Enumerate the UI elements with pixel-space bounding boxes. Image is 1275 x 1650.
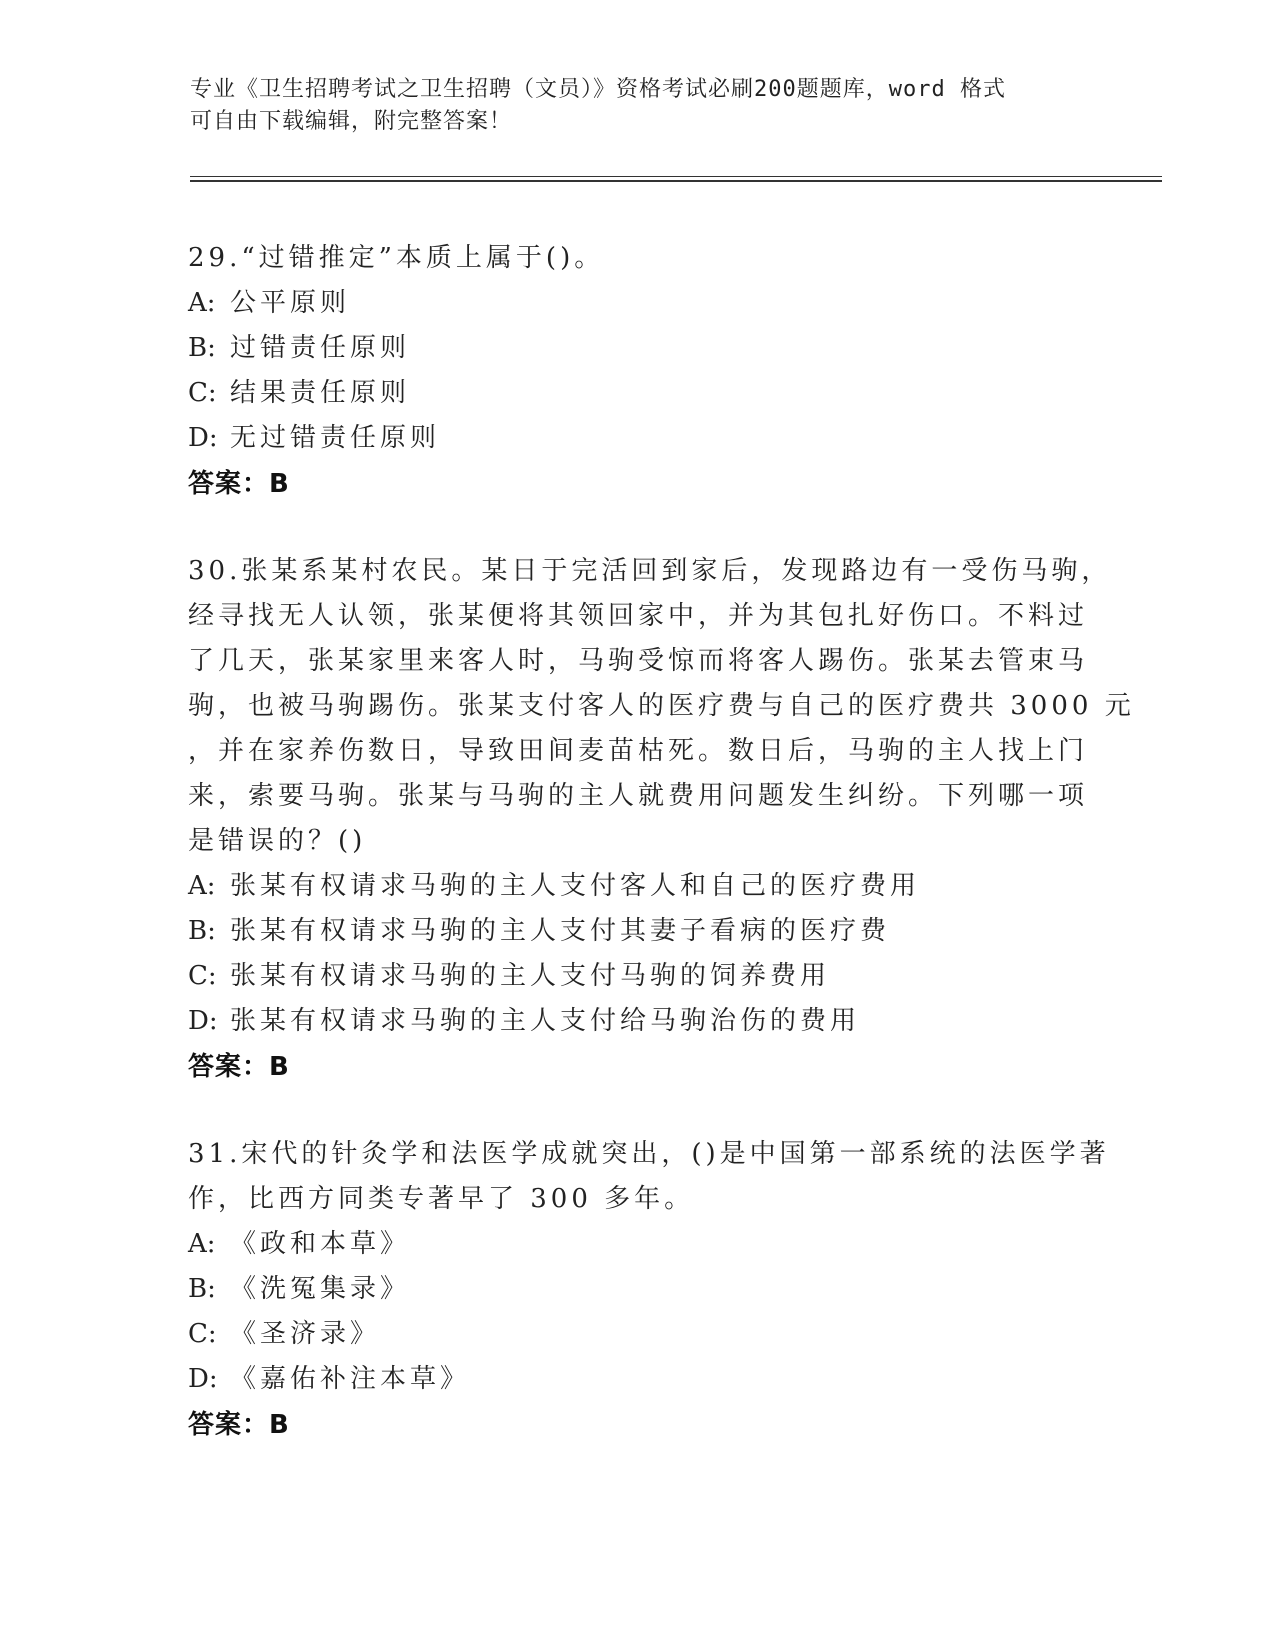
option-d: [188, 1357, 1088, 1402]
header-line-1: 专业《卫生招聘考试之卫生招聘（文员）》资格考试必刷200题题库，word 格式: [190, 77, 1006, 102]
option-b: [188, 326, 1088, 371]
question-stem: 29.“过错推定”本质上属于()。: [188, 243, 605, 273]
option-letter: D:: [188, 1364, 218, 1394]
option-a: [188, 864, 1088, 909]
header-divider-thick: [190, 180, 1162, 182]
question-stem: 驹，也被马驹踢伤。张某支付客人的医疗费与自己的医疗费共 3000 元: [188, 691, 1135, 721]
question-29: [188, 236, 1088, 507]
option-text: 《嘉佑补注本草》: [230, 1364, 471, 1394]
option-text: 《圣济录》: [230, 1319, 381, 1349]
option-text: 《洗冤集录》: [230, 1274, 411, 1304]
question-stem: ，并在家养伤数日，导致田间麦苗枯死。数日后，马驹的主人找上门: [188, 736, 1089, 766]
option-letter: B:: [188, 1274, 216, 1304]
question-stem: 31.宋代的针灸学和法医学成就突出，()是中国第一部系统的法医学著: [188, 1139, 1110, 1169]
question-stem: 是错误的？(): [188, 826, 367, 856]
option-letter: C:: [188, 378, 217, 408]
option-text: 结果责任原则: [230, 378, 411, 408]
option-letter: D:: [188, 1006, 218, 1036]
option-text: 无过错责任原则: [230, 423, 441, 453]
question-stem: 来，索要马驹。张某与马驹的主人就费用问题发生纠纷。下列哪一项: [188, 781, 1089, 811]
option-text: 过错责任原则: [230, 333, 411, 363]
header-divider-thin: [190, 176, 1162, 177]
answer-label: 答案：B: [188, 1052, 290, 1082]
option-text: 张某有权请求马驹的主人支付其妻子看病的医疗费: [230, 916, 891, 946]
option-d: [188, 999, 1088, 1044]
question-stem: 了几天，张某家里来客人时，马驹受惊而将客人踢伤。张某去管束马: [188, 646, 1089, 676]
option-c: [188, 954, 1088, 999]
option-letter: A:: [188, 1229, 216, 1259]
option-letter: A:: [188, 871, 216, 901]
answer-label: 答案：B: [188, 1410, 290, 1440]
option-b: [188, 909, 1088, 954]
question-stem: 经寻找无人认领，张某便将其领回家中，并为其包扎好伤口。不料过: [188, 601, 1089, 631]
option-letter: A:: [188, 288, 216, 318]
option-a: [188, 1222, 1088, 1267]
question-stem: 作，比西方同类专著早了 300 多年。: [188, 1184, 695, 1214]
option-letter: B:: [188, 916, 216, 946]
option-c: [188, 371, 1088, 416]
option-text: 张某有权请求马驹的主人支付客人和自己的医疗费用: [230, 871, 921, 901]
option-a: [188, 281, 1088, 326]
option-b: [188, 1267, 1088, 1312]
option-text: 张某有权请求马驹的主人支付给马驹治伤的费用: [230, 1006, 861, 1036]
option-letter: C:: [188, 961, 217, 991]
option-text: 张某有权请求马驹的主人支付马驹的饲养费用: [230, 961, 831, 991]
question-stem: 30.张某系某村农民。某日于完活回到家后，发现路边有一受伤马驹，: [188, 556, 1112, 586]
option-letter: D:: [188, 423, 218, 453]
document-header: [190, 74, 1090, 138]
option-letter: B:: [188, 333, 216, 363]
option-text: 公平原则: [230, 288, 351, 318]
header-line-2: 可自由下载编辑，附完整答案！: [190, 109, 513, 134]
option-text: 《政和本草》: [230, 1229, 411, 1259]
option-c: [188, 1312, 1088, 1357]
option-d: [188, 416, 1088, 461]
question-30: [188, 549, 1135, 1090]
question-list: [188, 236, 1135, 1490]
answer-label: 答案：B: [188, 469, 290, 499]
option-letter: C:: [188, 1319, 217, 1349]
question-31: [188, 1132, 1110, 1448]
